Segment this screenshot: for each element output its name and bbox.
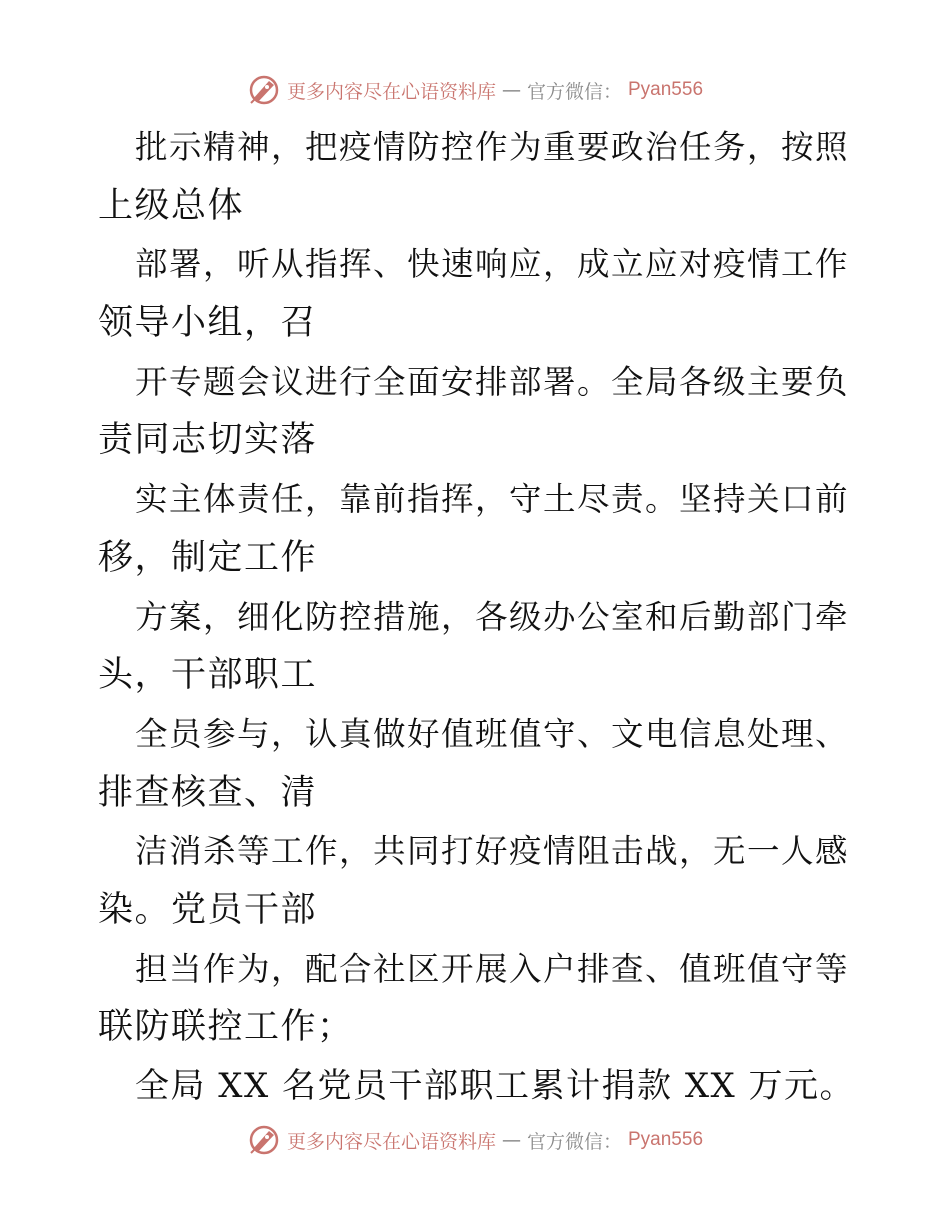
document-body xyxy=(98,118,858,1116)
text-line: 染。党员干部 xyxy=(98,889,318,930)
text-line: 部署，听从指挥、快速响应，成立应对疫情工作 xyxy=(135,245,850,284)
watermark-official: 官方微信： xyxy=(526,80,622,103)
text-line: 批示精神，把疫情防控作为重要政治任务，按照 xyxy=(135,128,850,166)
text-line: 移，制定工作 xyxy=(98,537,318,578)
watermark-separator: — xyxy=(501,79,521,101)
watermark-separator: — xyxy=(501,1129,521,1151)
text-line: 担当作为，配合社区开展入户排查、值班值守等 xyxy=(135,949,850,988)
text-line: 方案，细化防控措施，各级办公室和后勤部门牵 xyxy=(135,597,850,636)
text-line: 排查核查、清 xyxy=(98,772,318,813)
watermark-account: Pyan556 xyxy=(628,1129,704,1150)
footer-watermark xyxy=(0,1120,950,1160)
pen-nib-icon xyxy=(247,73,281,107)
text-line: 全员参与，认真做好值班值守、文电信息处理、 xyxy=(135,714,850,753)
text-line: 联防联控工作； xyxy=(98,1007,354,1048)
watermark-brand: 更多内容尽在心语资料库 xyxy=(286,80,496,103)
pen-nib-icon xyxy=(247,1123,281,1157)
text-line: 开专题会议进行全面安排部署。全局各级主要负 xyxy=(135,362,850,401)
text-line: 领导小组，召 xyxy=(98,303,318,344)
header-watermark xyxy=(0,70,950,110)
text-line: 头，干部职工 xyxy=(98,655,318,696)
text-line: 上级总体 xyxy=(98,185,245,226)
text-line: 责同志切实落 xyxy=(98,420,318,461)
watermark-brand: 更多内容尽在心语资料库 xyxy=(286,1130,496,1153)
text-line: 全局 XX 名党员干部职工累计捐款 XX 万元。 xyxy=(135,1066,856,1106)
text-line: 实主体责任，靠前指挥，守土尽责。坚持关口前 xyxy=(135,480,850,519)
watermark-official: 官方微信： xyxy=(526,1130,622,1153)
watermark-account: Pyan556 xyxy=(628,79,704,100)
text-line: 洁消杀等工作，共同打好疫情阻击战，无一人感 xyxy=(135,832,850,871)
